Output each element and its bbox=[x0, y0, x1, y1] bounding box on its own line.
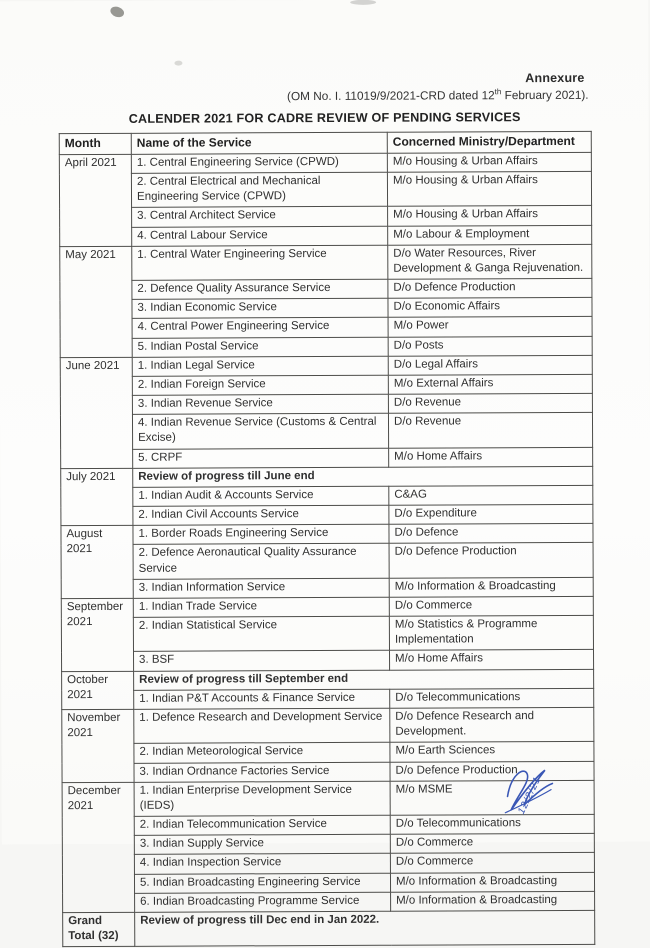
table-row bbox=[61, 615, 593, 652]
ministry-cell: D/o Expenditure bbox=[389, 504, 593, 524]
month-cell: October 2021 bbox=[62, 671, 134, 710]
table-row bbox=[60, 393, 592, 414]
ministry-cell: D/o Posts bbox=[388, 336, 592, 356]
scan-artifact bbox=[174, 61, 182, 66]
column-header-month: Month bbox=[59, 133, 131, 154]
month-cell: June 2021 bbox=[60, 357, 132, 468]
table-row bbox=[62, 650, 594, 671]
service-cell: 1. Indian Enterprise Development Service (IEDS) bbox=[134, 781, 390, 816]
ministry-cell: D/o Defence Production bbox=[388, 278, 592, 298]
service-cell: 2. Central Electrical and Mechanical Engineering Service (CPWD) bbox=[131, 172, 387, 207]
service-cell: 5. Indian Broadcasting Engineering Service bbox=[134, 873, 390, 893]
table-row bbox=[62, 853, 594, 874]
column-header-ministry: Concerned Ministry/Department bbox=[387, 131, 591, 153]
table-row bbox=[62, 872, 594, 893]
om-ordinal: th bbox=[494, 87, 502, 97]
om-suffix: February 2021). bbox=[501, 87, 589, 103]
month-cell: August 2021 bbox=[61, 526, 133, 599]
ministry-cell: M/o Home Affairs bbox=[389, 447, 593, 467]
table-row bbox=[60, 278, 592, 299]
table-row bbox=[60, 225, 592, 246]
ministry-cell: D/o Economic Affairs bbox=[388, 298, 592, 318]
table-row bbox=[60, 298, 592, 319]
service-cell: 2. Defence Quality Assurance Service bbox=[132, 279, 388, 299]
table-row bbox=[61, 485, 593, 506]
service-cell: 4. Central Power Engineering Service bbox=[132, 318, 388, 338]
ministry-cell: D/o Water Resources, River Development & Ganga Rejuvenation. bbox=[388, 244, 592, 279]
signature bbox=[490, 760, 567, 831]
scan-artifact bbox=[350, 0, 376, 5]
service-cell: 2. Indian Civil Accounts Service bbox=[133, 505, 389, 525]
service-cell: 3. BSF bbox=[134, 651, 390, 671]
service-cell: 6. Indian Broadcasting Programme Service bbox=[135, 892, 391, 912]
service-cell: 4. Indian Inspection Service bbox=[134, 854, 390, 874]
ministry-cell: D/o Revenue bbox=[388, 413, 592, 448]
review-cell: Review of progress till September end bbox=[134, 669, 594, 690]
table-row bbox=[62, 834, 594, 855]
ministry-cell: D/o Defence Production bbox=[390, 761, 594, 781]
table-row bbox=[60, 413, 592, 450]
ministry-cell: D/o Commerce bbox=[390, 853, 594, 873]
table-row bbox=[61, 504, 593, 525]
service-cell: 2. Indian Foreign Service bbox=[132, 375, 388, 395]
service-cell: 5. CRPF bbox=[133, 448, 389, 468]
table-header-row bbox=[59, 131, 591, 154]
service-cell: 1. Indian Audit & Accounts Service bbox=[133, 486, 389, 506]
ministry-cell: D/o Commerce bbox=[390, 834, 594, 854]
service-cell: 3. Central Architect Service bbox=[132, 207, 388, 227]
table-row bbox=[62, 669, 594, 690]
service-cell: 1. Border Roads Engineering Service bbox=[133, 524, 389, 544]
service-cell: 1. Indian P&T Accounts & Finance Service bbox=[134, 689, 390, 709]
table-row bbox=[60, 336, 592, 357]
annexure-label: Annexure bbox=[525, 70, 585, 86]
month-cell: July 2021 bbox=[61, 468, 133, 526]
signature-date: 12/2/21 bbox=[516, 774, 544, 817]
ministry-cell: M/o Earth Sciences bbox=[390, 742, 594, 762]
month-cell: Grand Total (32) bbox=[63, 912, 135, 947]
table-row bbox=[61, 543, 593, 580]
table-row bbox=[61, 577, 593, 598]
month-cell: November 2021 bbox=[62, 709, 134, 782]
service-cell: 3. Indian Economic Service bbox=[132, 298, 388, 318]
table-row bbox=[60, 317, 592, 338]
service-cell: 1. Indian Legal Service bbox=[132, 356, 388, 376]
service-cell: 1. Central Water Engineering Service bbox=[132, 245, 388, 280]
table-row bbox=[62, 688, 594, 709]
ministry-cell: D/o Defence bbox=[389, 524, 593, 544]
ministry-cell: D/o Telecommunications bbox=[390, 688, 594, 708]
ministry-cell: M/o Statistics & Programme Implementation bbox=[389, 615, 593, 650]
page-title: CALENDER 2021 FOR CADRE REVIEW OF PENDING SERVICES bbox=[128, 110, 521, 126]
ministry-cell: M/o Information & Broadcasting bbox=[390, 872, 594, 892]
table-row bbox=[61, 466, 593, 487]
ministry-cell: D/o Telecommunications bbox=[390, 814, 594, 834]
month-cell: December 2021 bbox=[62, 782, 135, 913]
ministry-cell: D/o Defence Research and Development. bbox=[390, 707, 594, 742]
ministry-cell: M/o Housing & Urban Affairs bbox=[388, 206, 592, 226]
table-row bbox=[60, 355, 592, 376]
ministry-cell: M/o Home Affairs bbox=[390, 650, 594, 670]
service-cell: 4. Indian Revenue Service (Customs & Central Excise) bbox=[132, 413, 388, 448]
table-row bbox=[61, 596, 593, 617]
om-reference-line bbox=[59, 87, 591, 104]
table-row bbox=[62, 707, 594, 744]
table-row bbox=[60, 374, 592, 395]
service-cell: 1. Central Engineering Service (CPWD) bbox=[131, 153, 387, 173]
ministry-cell: M/o External Affairs bbox=[388, 374, 592, 394]
column-header-service: Name of the Service bbox=[131, 132, 387, 154]
service-cell: 3. Indian Ordnance Factories Service bbox=[134, 762, 390, 782]
scan-artifact bbox=[109, 5, 126, 19]
review-cell: Review of progress till June end bbox=[133, 466, 593, 487]
table-row bbox=[59, 152, 591, 173]
service-cell: 2. Indian Statistical Service bbox=[133, 616, 389, 651]
table-row bbox=[59, 171, 591, 208]
table-row bbox=[61, 524, 593, 545]
service-cell: 5. Indian Postal Service bbox=[132, 337, 388, 357]
table-row bbox=[63, 910, 595, 947]
ministry-cell: M/o Power bbox=[388, 317, 592, 337]
ministry-cell: D/o Legal Affairs bbox=[388, 355, 592, 375]
table-row bbox=[61, 447, 593, 468]
ministry-cell: D/o Commerce bbox=[389, 596, 593, 616]
service-cell: 2. Indian Meteorological Service bbox=[134, 743, 390, 763]
document-header bbox=[58, 71, 590, 126]
month-cell: September 2021 bbox=[61, 598, 133, 671]
service-cell: 1. Indian Trade Service bbox=[133, 597, 389, 617]
month-cell: May 2021 bbox=[60, 246, 132, 357]
ministry-cell: M/o Information & Broadcasting bbox=[391, 891, 595, 911]
ministry-cell: M/o Labour & Employment bbox=[388, 225, 592, 245]
ministry-cell: D/o Defence Production bbox=[389, 543, 593, 578]
service-cell: 2. Defence Aeronautical Quality Assurance Service bbox=[133, 544, 389, 579]
service-cell: 3. Indian Information Service bbox=[133, 578, 389, 598]
om-prefix: (OM No. I. 11019/9/2021-CRD dated 12 bbox=[287, 88, 495, 104]
table-row bbox=[60, 244, 592, 281]
service-cell: 2. Indian Telecommunication Service bbox=[134, 815, 390, 835]
ministry-cell: C&AG bbox=[389, 485, 593, 505]
table-row bbox=[60, 206, 592, 227]
ministry-cell: M/o MSME bbox=[390, 780, 594, 815]
service-cell: 1. Defence Research and Development Service bbox=[134, 708, 390, 743]
service-cell: 4. Central Labour Service bbox=[132, 226, 388, 246]
service-cell: 3. Indian Revenue Service bbox=[132, 394, 388, 414]
month-cell: April 2021 bbox=[59, 154, 131, 246]
table-row bbox=[62, 742, 594, 763]
ministry-cell: D/o Revenue bbox=[388, 393, 592, 413]
review-cell: Review of progress till Dec end in Jan 2022. bbox=[135, 910, 595, 946]
service-cell: 3. Indian Supply Service bbox=[134, 834, 390, 854]
ministry-cell: M/o Information & Broadcasting bbox=[389, 577, 593, 597]
ministry-cell: M/o Housing & Urban Affairs bbox=[387, 152, 591, 172]
table-row bbox=[63, 891, 595, 912]
ministry-cell: M/o Housing & Urban Affairs bbox=[387, 171, 591, 206]
